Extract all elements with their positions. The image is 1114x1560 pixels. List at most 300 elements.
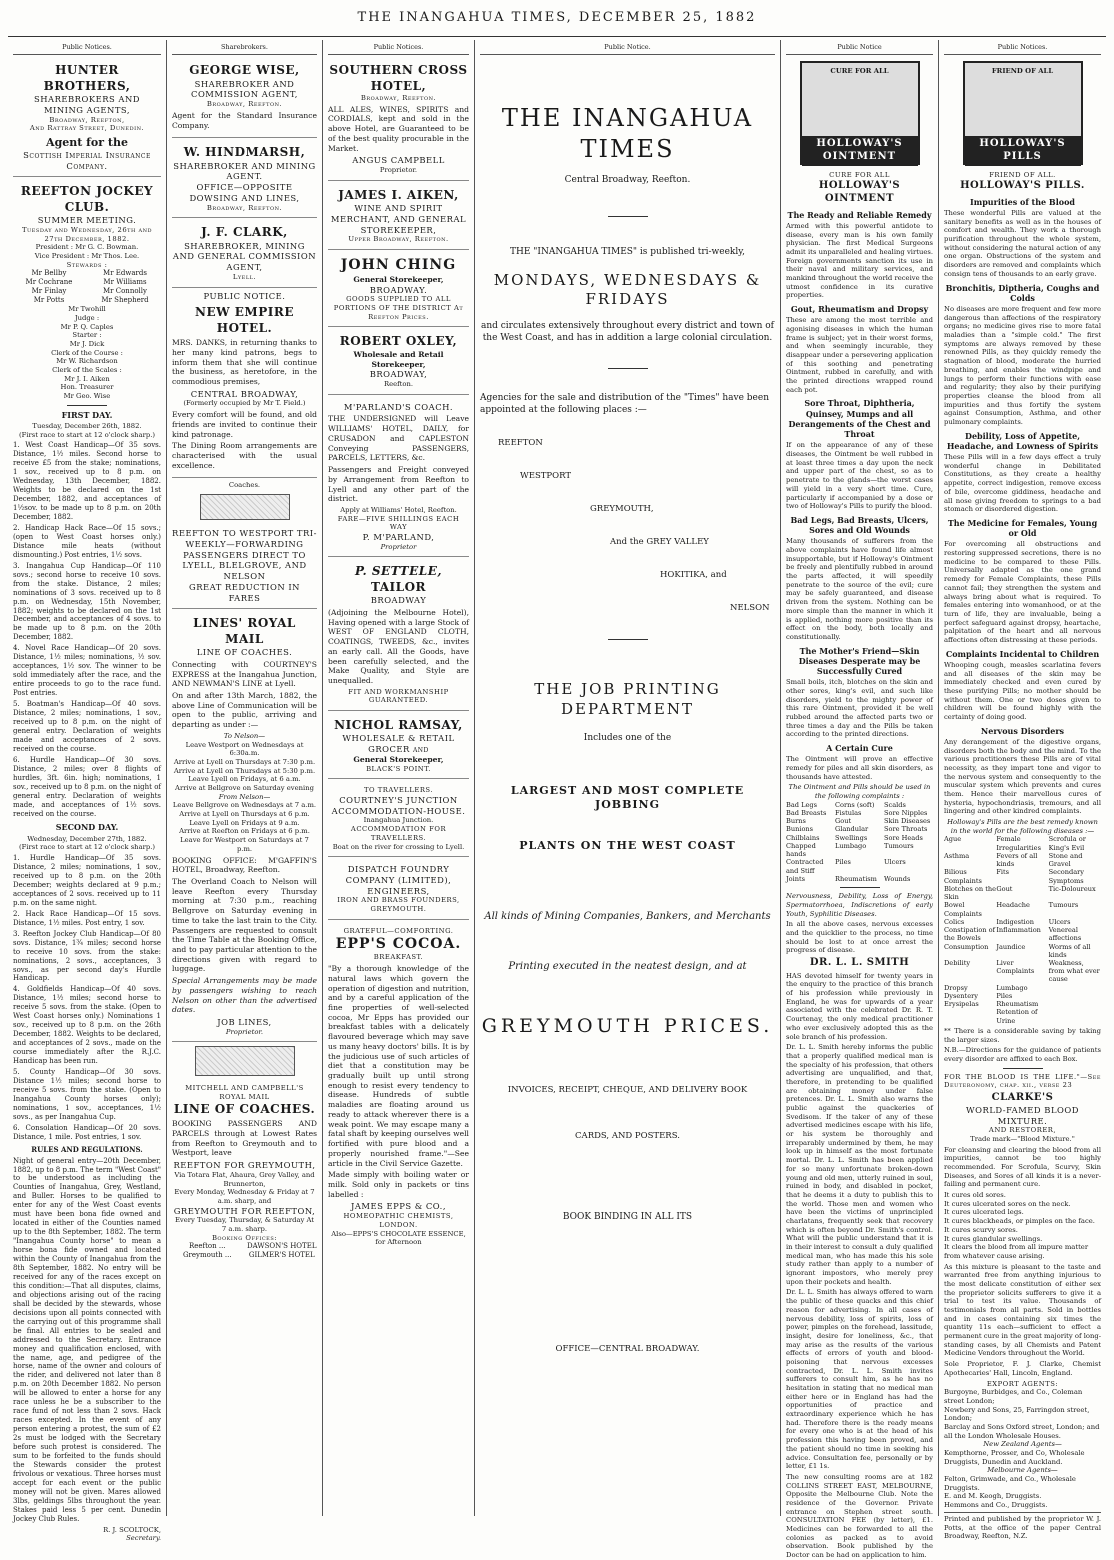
list-item: Scrofula or King's Evil xyxy=(1048,835,1086,852)
list-item: Consumption xyxy=(944,942,989,951)
printing-note: Printing executed in the neatest design, and at xyxy=(508,961,747,973)
list-item: Bunions xyxy=(786,825,814,834)
ad-title: W. HINDMARSH, xyxy=(183,145,306,160)
race-entry: 4. Novel Race Handicap—Of 20 sovs. Distance, 1½ miles; nominations, ½ sov. acceptances, 1½ sov. The winner to be sold immediately after the race, and the entire proceeds to go to the race fund. Post entries. xyxy=(13,644,161,698)
list-item: Joints xyxy=(786,874,806,883)
office-hotel: DAWSON'S HOTEL xyxy=(247,1242,317,1251)
ad-title: NICHOL RAMSAY, xyxy=(334,718,463,733)
paper-address: Central Broadway, Reefton. xyxy=(564,174,691,185)
stewards-list xyxy=(13,269,161,305)
ad-body: Apply at Williams' Hotel, Reefton. xyxy=(340,505,457,514)
agent-line: Newbery and Sons, 25, Farringdon street, London; xyxy=(944,1405,1090,1423)
list-item: Sore Throats xyxy=(884,825,928,834)
list-item: Debility xyxy=(944,958,971,967)
list-label: The Ointment and Pills should be used in the following complaints : xyxy=(788,783,931,801)
agency-place: REEFTON xyxy=(498,438,543,449)
ad-address: Broadway, Reefton. xyxy=(360,94,437,103)
timetable-line: Leave Westport on Wednesdays at 6:30a.m. xyxy=(185,740,304,758)
list-item xyxy=(1049,984,1101,992)
cure-line: It cures ulcerated legs. xyxy=(944,1208,1024,1217)
agent-line: Hemmons and Co., Druggists. xyxy=(944,1501,1048,1510)
section-heading: New Zealand Agents— xyxy=(983,1440,1062,1449)
ad-address: BROADWAY, xyxy=(369,369,428,380)
ad-subtitle: SHAREBROKER AND MINING AGENT. xyxy=(173,160,316,182)
diseases-list xyxy=(944,835,1101,1024)
list-item: Rheumatism xyxy=(996,1000,1039,1009)
list-item: Ulcers xyxy=(884,858,906,867)
list-item: Bowel Complaints xyxy=(944,901,982,918)
holloway-ointment-logo-icon xyxy=(800,61,920,165)
agency-place: GREYMOUTH, xyxy=(590,503,654,514)
list-item: Chapped hands xyxy=(786,841,816,859)
steward: Mr Connolly xyxy=(103,287,147,296)
ad-mparland-coach xyxy=(328,398,469,558)
ad-subtitle: AND RESTORER, xyxy=(988,1126,1057,1135)
ad-subtitle: ENGINEERS, xyxy=(367,885,430,896)
divider xyxy=(608,368,648,369)
steward: Mr Finlay xyxy=(31,287,67,296)
section-heading: Nervous Disorders xyxy=(980,725,1065,736)
timetable-line: Arrive at Bellgrove on Saturday evening xyxy=(175,784,314,793)
section-heading: EXPORT AGENTS: xyxy=(986,1379,1059,1388)
ad-title: NEW EMPIRE HOTEL. xyxy=(195,305,294,335)
largest-heading: LARGEST AND MOST COMPLETE JOBBING xyxy=(510,784,745,812)
agent-line: Felton, Grimwade, and Co., Wholesale Druggists. xyxy=(944,1475,1076,1492)
column-2 xyxy=(166,40,322,1516)
agency-places xyxy=(480,438,775,613)
list-item: Wounds xyxy=(884,874,911,883)
ad-body: Dr. L. L. Smith has always offered to warn the public of these quacks and this chief reason for advertising. In all cases of nervous debility, loss of spirits, loss of power, pimples on the forehead, lassitude, insight, desire for loneliness, &c., that may arise as the results of the various effects of errors of youth and blood-poisoning that nervous excesses contracted, Dr. L. L. Smith invites sufferers to consult him, as he has no hesitation in stating that no medical man either here or in England has had the opportunities of practice and extraordinary experience which he has had. Therefore there is the ready means for every one who is at the head of his profession this having been proved, and the patient should no time in seeking his advice. Consultation fee, personally or by letter, £1 1s. xyxy=(786,1288,933,1471)
ad-title: COURTNEY'S JUNCTION ACCOMMODATION-HOUSE. xyxy=(331,794,466,816)
ad-title: JAMES I. AIKEN, xyxy=(338,187,459,202)
cure-line: It cures scurvy sores. xyxy=(944,1225,1018,1234)
section-heading: The Mother's Friend—Skin Diseases Desperate may be Successfully Cured xyxy=(798,645,921,677)
list-item: Gout xyxy=(835,817,852,826)
list-item: Inflammation xyxy=(996,926,1041,935)
list-item: Tumours xyxy=(1048,901,1079,910)
ad-body: GOODS SUPPLIED TO ALL PORTIONS OF THE DISTRICT At Reefton Prices. xyxy=(333,295,464,321)
ad-body: REEFTON TO WESTPORT TRI-WEEKLY—FORWARDING PASSENGERS DIRECT TO LYELL, BLELGROVE, AND NELSON xyxy=(172,528,317,582)
ad-southern-cross-hotel xyxy=(328,59,469,180)
list-item: Worms of all kinds xyxy=(1048,942,1091,959)
ad-address: GREYMOUTH. xyxy=(370,905,427,914)
list-item: Fistulas xyxy=(835,809,862,818)
section-heading: Complaints Incidental to Children xyxy=(945,648,1100,659)
ad-body: For cleansing and clearing the blood from all impurities, cannot be too highly recommended. For Scrofula, Scurvy, Skin Diseases, and Sores of all kinds it is a never-failing and permanent cure. xyxy=(944,1145,1101,1189)
ad-body: Many thousands of sufferers from the above complaints have found life almost insupportable, but if Holloway's Ointment be freely and plentifully rubbed in around the parts affected, it will speedily penetrate to the source of the evil; cure may be safely guaranteed, and disease driven from the system. Nothing can be more simple than the manner in which it is applied, nothing more positive than its effect on the body, both locally and constitutionally. xyxy=(786,537,933,641)
list-item: Contracted and Stiff xyxy=(786,858,824,875)
notice-heading: PUBLIC NOTICE. xyxy=(203,290,286,301)
ad-lines-royal-mail xyxy=(172,612,317,1042)
ad-body: Armed with this powerful antidote to disease, every man is his own family physician. The first Medical Surgeons admit its unparalleled and healing virtues. Foreign governments sanction its use in their naval and military services, and mankind throughout the world receive the utmost confidence in its curative properties. xyxy=(786,221,933,300)
divider xyxy=(608,639,648,640)
ad-address: BROADWAY xyxy=(370,595,427,606)
section-heading: Melbourne Agents— xyxy=(987,1466,1058,1475)
ad-subtitle: GREAT REDUCTION IN FARES xyxy=(189,581,300,603)
ad-epps-cocoa xyxy=(328,923,469,1252)
ad-george-wise xyxy=(172,59,317,138)
ad-body: Agent for the Standard Insurance Company. xyxy=(172,110,317,130)
ad-body: If on the appearance of any of these diseases, the Ointment be well rubbed in at least three times a day upon the neck and upper part of the chest, so as to penetrate to the glands—the worst cases will yield in a very short time. Cure, particularly if accompanied by a dose or two of Holloway's Pills to purify the blood. xyxy=(786,441,933,511)
logo-banner: FRIEND OF ALL xyxy=(991,67,1054,76)
ad-robert-oxley xyxy=(328,330,469,394)
column-heading: Public Notices. xyxy=(328,40,469,55)
plants-heading: PLANTS ON THE WEST COAST xyxy=(519,838,736,852)
route-time: Every Monday, Wednesday & Friday at 7 a.m. sharp, and xyxy=(174,1188,315,1205)
ad-guarantee: FIT AND WORKMANSHIP GUARANTEED. xyxy=(348,687,449,705)
ad-body: Small boils, itch, blotches on the skin and other sores, king's evil, and such like disorders, yield to the mighty power of this rare Ointment, provided it be well rubbed around the affected parts two or three times a day and the Pills be taken according to the printed directions. xyxy=(786,678,933,739)
ad-hunter-brothers xyxy=(13,59,161,177)
ad-courtneys-junction xyxy=(328,782,469,857)
list-item: Asthma xyxy=(944,851,970,860)
ad-signature: P. M'PARLAND, xyxy=(362,532,435,542)
ad-address: Broadway, Reefton. xyxy=(206,203,283,212)
ad-title: DR. L. L. SMITH xyxy=(809,956,910,968)
ad-signature-role: HOMEOPATHIC CHEMISTS, xyxy=(343,1212,454,1221)
officials-list xyxy=(13,305,161,401)
list-item: Liver Complaints xyxy=(996,958,1035,976)
timetable-line: Leave for Westport on Saturdays at 7 p.m. xyxy=(180,836,309,853)
start-time: (First race to start at 12 o'clock sharp.) xyxy=(18,843,156,852)
ad-body: "By a thorough knowledge of the natural laws which govern the operation of digestion and nutrition, and by a careful application of the fine properties of well-selected cocoa, Mr Epps has provided our breakfast tables with a delicately flavoured beverage which may save us many heavy doctors' bills. It is by the judicious use of such articles of diet that a constitution may be gradually built up until strong enough to resist every tendency to disease. Hundreds of subtle maladies are floating around us ready to attack wherever there is a weak point. We may escape many a fatal shaft by keeping ourselves well fortified with pure blood and a properly nourished frame."—See article in the Civil Service Gazette. xyxy=(328,964,469,1168)
ad-note: ** There is a considerable saving by taking the larger sizes. xyxy=(944,1026,1101,1044)
list-item: Headache xyxy=(996,901,1030,910)
route-time: Every Tuesday, Thursday, & Saturday At 7 a.m. sharp. xyxy=(174,1216,315,1233)
ad-subtitle: SHAREBROKERS AND MINING AGENTS, xyxy=(33,94,140,115)
list-item: Bad Legs xyxy=(786,800,817,809)
ad-new-empire-hotel xyxy=(172,301,317,478)
ad-body: The new consulting rooms are at 182 COLLINS STREET EAST, MELBOURNE, Opposite the Melbourne Club. Note the residence of the Governor. Private entrance on Stephen street south. CONSULTATION FEE (by letter), £1. Medicines can be forwarded to all the colonies as packed as to avoid observation. Book published by the Doctor can be had on application to him. xyxy=(786,1472,933,1560)
list-item: Dropsy xyxy=(944,983,968,992)
ad-subtitle: General Storekeeper, xyxy=(353,274,444,284)
route: GREYMOUTH FOR REEFTON, xyxy=(173,1205,316,1216)
race-entry: 2. Handicap Hack Race—Of 15 sovs.; (open to West Coast horses only.) Distance mile heats (without dismounting.) Post entries, 1½ sovs. xyxy=(13,523,161,559)
list-item: Glandular xyxy=(835,825,869,834)
ad-address: BLACK'S POINT. xyxy=(366,764,431,773)
top-rule xyxy=(8,36,1106,37)
column-heading: Public Notice xyxy=(786,40,933,55)
ad-title: P. SETTELE, xyxy=(354,564,443,579)
prices-heading: GREYMOUTH PRICES. xyxy=(481,1015,774,1038)
logo-label: HOLLOWAY'S PILLS xyxy=(965,136,1081,166)
cure-line: It cures glandular swellings. xyxy=(944,1234,1043,1243)
section-heading: Sore Throat, Diphtheria, Quinsey, Mumps and all Derangements of the Chest and Throat xyxy=(788,398,931,440)
list-item xyxy=(1049,1000,1101,1008)
section-heading: A Certain Cure xyxy=(826,743,893,754)
ad-address: Upper Broadway, Reefton. xyxy=(348,235,449,244)
route-via: Via Totara Flat, Ahaura, Grey Valley, and Brunnerton, xyxy=(174,1170,315,1188)
timetable-label: To Nelson— xyxy=(223,731,266,740)
ad-address: Lyell. xyxy=(232,272,257,281)
ad-mitchell-campbell xyxy=(172,1080,317,1265)
ad-address: Broadway, Reefton. xyxy=(206,100,283,109)
agent-line: Burgoyne, Burbidges, and Co., Coleman street London; xyxy=(944,1388,1083,1405)
official: Mr J. Dick xyxy=(69,339,105,348)
ad-title: HOLLOWAY'S OINTMENT xyxy=(818,180,901,204)
ad-quote: FOR THE BLOOD IS THE LIFE."—See Deuteronomy, chap. xii., verse 23 xyxy=(944,1072,1101,1090)
ad-body: These Pills will in a few days effect a truly wonderful change in Debilitated Constitutions, as they create a healthy appetite, correct indigestion, remove excess of bile, overcome giddiness, headache and all nose giving freedom to springs to a bad stomach or disordered digestion. xyxy=(944,453,1101,514)
ad-body: Connecting with COURTNEY'S EXPRESS at the Inangahua Junction, AND NEWMAN'S LINE at Lyell. xyxy=(172,659,317,689)
timetable-line: Arrive at Lyell on Thursdays at 7:30 p.m. xyxy=(173,757,316,766)
ad-body: Nervousness, Debility, Loss of Energy, Spermatorrhoea, Indiscretions of early Youth, Syphilitic Diseases. xyxy=(786,892,933,918)
ad-john-ching xyxy=(328,253,469,327)
steward: Mr Potts xyxy=(33,296,65,305)
imprint: Printed and published by the proprietor W. J. Potts, at the office of the paper Central Broadway, Reefton, N.Z. xyxy=(944,1512,1101,1541)
list-item: Tumours xyxy=(884,841,914,850)
ad-title: ROBERT OXLEY, xyxy=(339,334,458,349)
ad-subtitle: General Storekeeper, xyxy=(353,754,444,764)
ad-note: N.B.—Directions for the guidance of patients every disorder are affixed to each Box. xyxy=(944,1046,1101,1063)
list-item: Bad Breasts xyxy=(786,809,827,818)
list-item: Secondary Symptoms xyxy=(1048,868,1085,885)
ad-body: WHOLESALE & RETAIL GROCER and xyxy=(342,733,455,755)
race-entry: 4. Goldfields Handicap—Of 40 sovs. Distance, 1½ miles; second horse to receive 5 sovs. from the stake. (Open to West Coast horses only.) Nominations 1 sov., received up to 8 p.m. on the 26th December, 1882. Weights to be declared, and acceptances of 2 sovs., made on the course immediately after the R.J.C. Handicap has been run. xyxy=(13,985,161,1066)
steward: Mr Williams xyxy=(103,278,147,287)
ad-title: EPP'S COCOA. xyxy=(335,935,462,952)
office-town: Greymouth ... xyxy=(182,1251,232,1260)
list-item: Tic-Doloureux xyxy=(1048,884,1096,893)
steward: Mr Bellby xyxy=(31,269,67,278)
column-3 xyxy=(322,40,474,1516)
column-heading: Public Notices. xyxy=(13,40,161,55)
logo-caption: CURE FOR ALL xyxy=(829,171,890,180)
ad-title: LINE OF COACHES. xyxy=(173,1101,316,1116)
meeting-dates: Tuesday and Wednesday, 26th and 27th December, 1882. xyxy=(22,225,152,243)
section-heading: The Medicine for Females, Young or Old xyxy=(947,517,1098,539)
ad-body: Made simply with boiling water or milk. Sold only in packets or tins labelled : xyxy=(328,1170,469,1199)
logo-banner: CURE FOR ALL xyxy=(830,67,889,76)
list-item: Chilblains xyxy=(786,833,820,842)
timetable-line: Arrive at Lyell on Thursdays at 6 p.m. xyxy=(179,810,310,819)
ad-body: As this mixture is pleasant to the taste and warranted free from anything injurious to the most delicate constitution of either sex the proprietor solicits sufferers to give it a trial to test its value. Thousands of testimonials from all parts. Sold in bottles and in cases containing six times the quantity 11s each—sufficient to effect a permanent cure in the great majority of long-standing cases, by all Chemists and Patent Medicine Vendors throughout the World. xyxy=(944,1262,1101,1358)
circulation-note: and circulates extensively throughout every district and town of the West Coast, and has in addition a large colonial circulation. xyxy=(480,321,775,343)
ad-subtitle: SHAREBROKER, MINING AND GENERAL COMMISSION AGENT, xyxy=(172,240,317,273)
ad-title: LINES' ROYAL MAIL xyxy=(193,616,296,646)
publication-note: THE "INANGAHUA TIMES" is published tri-weekly, xyxy=(509,247,745,258)
agent-line: E. and M. Keogh, Druggists. xyxy=(944,1492,1042,1501)
ad-hindmarsh xyxy=(172,141,317,218)
column-4 xyxy=(474,40,780,1516)
ad-james-aiken xyxy=(328,184,469,250)
ad-town: Reefton. xyxy=(383,380,414,389)
column-heading: Public Notices. xyxy=(944,40,1101,55)
ad-subtitle: SUMMER MEETING. xyxy=(37,215,137,226)
complaints-list xyxy=(786,801,933,883)
ad-subtitle: BREAKFAST. xyxy=(373,953,424,962)
list-item xyxy=(1049,992,1101,1000)
president: President : Mr G. C. Bowman. xyxy=(35,243,139,252)
office-town: Reefton ... xyxy=(188,1242,226,1251)
list-item: Sore Nipples xyxy=(884,809,928,818)
ad-title: J. F. CLARK, xyxy=(201,225,288,240)
ad-subtitle: LINE OF COACHES. xyxy=(196,647,293,658)
timetable-line: Arrive at Lyell on Thursdays at 5:30 p.m. xyxy=(173,766,316,775)
ad-jockey-club xyxy=(13,180,161,1548)
timetable-label: From Nelson— xyxy=(218,792,271,801)
ad-body: Dr. L. L. Smith hereby informs the public that a properly qualified medical man is the specialty of his profession, that others advertising are unqualified, and that, therefore, in pretending to be qualified are obtaining money under false pretences. Dr. L. L. Smith also warns the public against the quackeries of Svedisom. If the taker of any of these advertised medicines escape with his life, or his system be thoroughly and irreparably undermined by them, he may look up in himself as the most fortunate mortal. Dr. L. L. Smith has been applied for so many unfortunate broken-down young and old men, utterly ruined in soul, ruined in body, and disabled in pocket, that he deems it a duty to publish this to the world. Those men and women who have been the victims of unprincipled charlatans, frequently seek that recovery which is often beyond Dr. Smith's control. What will the public understand that it is in their interest to consult a duly qualified medical man, who has made this his sole study rather than apply to a number of ignorant impostors, who merely prey upon their pockets and health. xyxy=(786,1043,933,1286)
timetable-line: Arrive at Reefton on Fridays at 6 p.m. xyxy=(179,827,310,836)
section-heading: Gout, Rheumatism and Dropsy xyxy=(790,304,929,315)
ad-body: No diseases are more frequent and few more dangerous than affections of the respiratory organs; no medicine gives rise to more fatal maladies than a "simple cold." The first symptoms are always removed by these renowned Pills, as they quickly remedy the stagnation of blood, moderate the hurried breathing, and enables the windpipe and lungs to perform their functions with ease and regularity; they also by their purifying properties cleanse the blood from all impurities and thus fortify the system against Consumption, Asthma, and other pulmonary complaints. xyxy=(944,305,1101,426)
race-entry: 5. County Handicap—Of 30 sovs. Distance 1½ miles; second horse to receive 5 sovs. from the stake. (Open to Inangahua County horses only); nominations, 1 sov., acceptances, 1½ sovs., as per Inangahua Cup. xyxy=(13,1067,161,1121)
ad-subtitle: TAILOR xyxy=(370,579,427,594)
list-item: Weakness, from what ever cause xyxy=(1048,958,1100,984)
column-heading: Public Notice. xyxy=(480,40,775,55)
ad-body: Every comfort will be found, and old friends are invited to continue their kind patronage. xyxy=(172,410,317,439)
ad-body: BOOKING PASSENGERS AND PARCELS through at Lowest Rates from Reefton to Greymouth and to Westport, leave xyxy=(172,1119,317,1158)
coach-engraving-icon xyxy=(195,1046,295,1076)
column-1 xyxy=(8,40,166,1543)
section-heading: The Ready and Reliable Remedy xyxy=(787,209,932,220)
section-label: Coaches. xyxy=(228,481,261,490)
ad-body: Boat on the river for crossing to Lyell. xyxy=(332,842,465,851)
list-item: Burns xyxy=(786,817,806,826)
rules-label: RULES AND REGULATIONS. xyxy=(31,1144,143,1154)
cure-line: It cures blackheads, or pimples on the face. xyxy=(944,1217,1095,1226)
agent-line: Barclay and Sons Oxford street, London; and all the London Wholesale Houses. xyxy=(944,1422,1100,1440)
day-date: Wednesday, December 27th, 1882. xyxy=(27,834,147,843)
list-item: Jaundice xyxy=(996,942,1026,951)
ad-address: Broadway, Reefton, xyxy=(49,115,125,124)
route: REEFTON FOR GREYMOUTH, xyxy=(173,1160,316,1171)
booking-offices-label: Booking Offices: xyxy=(211,1233,278,1242)
ad-body: THE UNDERSIGNED will Leave WILLIAMS' HOTEL, DAILY, for CRUSADON and CAPLESTON Conveying PASSENGERS, PARCELS, LETTERS, &c. xyxy=(328,414,469,463)
column-5 xyxy=(780,40,938,1560)
ad-body: In all the above cases, nervous excesses and the quicklier to the process, no time should be lost to at once arrest the progress of disease. xyxy=(786,920,933,955)
ad-body: WINE AND SPIRIT MERCHANT, AND GENERAL STOREKEEPER, xyxy=(330,203,467,235)
list-item: Lumbago xyxy=(835,841,867,850)
ad-subtitle: Wholesale and Retail Storekeeper, xyxy=(353,349,444,369)
steward: Mr Cochrane xyxy=(25,278,73,287)
ad-dispatch-foundry xyxy=(328,860,469,920)
ad-fare: FARE—FIVE SHILLINGS EACH WAY xyxy=(337,514,460,532)
list-item: Indigestion xyxy=(996,917,1034,926)
stewards-label: Stewards : xyxy=(66,260,108,269)
logo-label: HOLLOWAY'S OINTMENT xyxy=(802,136,918,166)
day-label: FIRST DAY. xyxy=(61,409,113,420)
includes-note: Includes one of the xyxy=(583,732,672,743)
column-6 xyxy=(938,40,1106,1541)
agency-place: NELSON xyxy=(730,602,770,613)
official: Mr J. I. Aiken xyxy=(64,374,110,383)
list-item: Scalds xyxy=(884,800,906,809)
ad-address: BROADWAY. xyxy=(369,284,428,295)
ad-body: Passengers and Freight conveyed by Arrangement from Reefton to Lyell and any other part of the district. xyxy=(328,465,469,504)
ad-signature: ANGUS CAMPBELL xyxy=(352,155,445,166)
ad-body: ACCOMMODATION FOR TRAVELLERS. xyxy=(350,825,447,842)
binding-note: BOOK BINDING IN ALL ITS xyxy=(562,1212,693,1223)
signature: R. J. SCOLTOCK, xyxy=(103,1525,161,1534)
list-item: Gout xyxy=(996,884,1013,893)
signature-role: Secretary. xyxy=(126,1534,161,1543)
list-item: Corns (soft) xyxy=(835,800,875,809)
ad-body: (Adjoining the Melbourne Hotel), Having opened with a large Stock of WEST OF ENGLAND CLOTH, COATINGS, TWEEDS, &c., invites an early call. All the Goods, have been carefully selected, and the Make Quality, and Style are unequalled. xyxy=(328,607,469,685)
race-entry: 1. Hurdle Handicap—Of 35 sovs. Distance, 2 miles; nominations, 1 sov., received up to 8 p.m. on the 20th December; weights declared at 9 p.m.; acceptances of 2 sovs. received up to 11 p.m. on the same night. xyxy=(13,854,161,907)
booking-office xyxy=(172,1242,317,1251)
divider xyxy=(67,405,107,406)
ad-address: Inangahua Junction. xyxy=(363,816,434,825)
cards-note: CARDS, AND POSTERS. xyxy=(575,1131,680,1142)
day-label: SECOND DAY. xyxy=(55,822,119,833)
list-item: Skin Diseases xyxy=(884,817,931,826)
official: Hon. Treasurer xyxy=(60,383,114,392)
timetable-line: Leave Lyell on Fridays at 9 a.m. xyxy=(189,818,300,827)
kinds-note: All kinds of Mining Companies, Bankers, and Merchants xyxy=(484,910,771,922)
agency-place: WESTPORT xyxy=(520,471,572,482)
day-date: Tuesday, December 26th, 1882. xyxy=(32,422,142,430)
ad-clark xyxy=(172,221,317,287)
vice-president: Vice President : Mr Thos. Lee. xyxy=(34,252,140,261)
list-item: Fits xyxy=(996,868,1010,877)
agency-place: HOKITIKA, and xyxy=(660,569,727,580)
agency-place: And the GREY VALLEY xyxy=(610,536,709,547)
ad-title: GEORGE WISE, xyxy=(189,63,300,78)
ad-body: Sole Proprietor, F. J. Clarke, Chemist Apothecaries' Hall, Lincoln, England. xyxy=(944,1360,1101,1377)
publication-days: MONDAYS, WEDNESDAYS & FRIDAYS xyxy=(493,270,762,308)
timetable-line: Leave Bellgrove on Wednesdays at 7 a.m. xyxy=(172,801,317,810)
ad-subtitle: MITCHELL AND CAMPBELL'S ROYAL MAIL xyxy=(185,1084,304,1102)
ad-title: M'PARLAND'S COACH. xyxy=(343,401,454,412)
list-item: Erysipelas xyxy=(944,1000,979,1009)
column-heading: Sharebrokers. xyxy=(172,40,317,55)
ad-westport-coach xyxy=(172,524,317,609)
section-heading: Debility, Loss of Appetite, Headache, and Lowness of Spirits xyxy=(946,430,1099,451)
ad-subtitle: SHAREBROKER AND COMMISSION AGENT, xyxy=(191,78,298,100)
ad-body: For overcoming all obstructions and restoring suppressed secretions, there is no medicine to be compared to these Pills. Universally adapted as the one grand remedy for Female Complaints, these Pills cannot fail; they strengthen the system and always bring about what is required. To females entering into womanhood, or at the turn of life, they are invaluable, being a perfect safeguard against dropsy, heartache, palpitation of the heart and all nervous affections often distressing at these periods. xyxy=(944,540,1101,644)
coach-engraving-icon xyxy=(200,494,290,520)
race-entry: 6. Hurdle Handicap—Of 30 sovs. Distance, 2 miles; over 8 flights of hurdles, 3ft. 6in. high; nominations, 1 sov., received up to 8 p.m. on the night of general entry. Declaration of weights made, and acceptances of 1½ sovs. received on the course. xyxy=(13,755,161,818)
list-item xyxy=(944,1008,996,1024)
ad-company: Scottish Imperial Insurance Company. xyxy=(23,149,151,171)
list-item: Bilious Complaints xyxy=(944,868,982,885)
ad-body: HAS devoted himself for twenty years in the enquiry to the practice of this branch of his profession while previously in England, he was for upwards of a year associated with the celebrated Dr. R. T. Courtenay, the only medical practitioner who ever exclusively adopted this as the sole branch of his profession. xyxy=(786,971,933,1041)
list-item: Colics xyxy=(944,917,965,926)
list-item: Piles xyxy=(996,991,1013,1000)
ad-agent: Agent for the xyxy=(46,135,128,149)
ad-body: ALL ALES, WINES, SPIRITS and CORDIALS, kept and sold in the above Hotel, are Guaranteed to be of the best quality procurable in the Market. xyxy=(328,104,469,153)
trade-mark: Trade mark—"Blood Mixture." xyxy=(970,1134,1075,1143)
rules-text: Night of general entry—20th December, 1882, up to 8 p.m. The term "West Coast" to be understood as including the Counties of Inangahua, Grey, Westland, and Buller. Horses to be qualified to enter for any of the West Coast events must have been bona fide owned and located in either of the Counties named up to the 8th September, 1882. The term "Inangahua County horse" to mean a horse bona fide owned and located within the County of Inangahua from the 8th September, 1882. No entry will be received for any of the races except on this condition:—That all disputes, claims, and objections arising out of the racing shall be decided by the stewards, whose decisions upon all points connected with the carrying out of this programme shall be final. All entries to be sealed and addressed to the Secretary. Entrance money and qualification enclosed, with the name, age, and pedigree of the horse, name of the owner and colours of the rider, and delivered not later than 8 p.m. on 20th December 1882. No person will be allowed to enter a horse for any race unless he be a subscriber to the race fund of not less than 2 sovs. Hack races excepted. In the event of any person entering a protest, the sum of £2 2s must be lodged with the Secretary before such protest is considered. The sum to be forfeited to the funds should the Stewards consider the protest frivolous or vexatious. Three horses must accept for each event or the public money will not be given. Mares allowed 3lbs, geldings 5lbs throughout the year. Stakes paid less 5 per cent. Dunedin Jockey Club Rules. xyxy=(13,1156,161,1523)
section-heading: Bronchitis, Diptheria, Coughs and Colds xyxy=(945,282,1100,303)
list-item: Swellings xyxy=(835,833,868,842)
race-entry: 2. Hack Race Handicap—Of 15 sovs. Distance, 1½ miles. Post entry, 1 sov. xyxy=(13,909,161,927)
ad-title: JOHN CHING xyxy=(340,257,457,274)
agent-line: Kempthorne, Prosser, and Co, Wholesale Druggists, Dunedin and Auckland. xyxy=(944,1449,1085,1466)
list-item: Venereal affections xyxy=(1048,926,1082,943)
list-item: Constipation of the Bowels xyxy=(944,926,996,943)
logo-caption: FRIEND OF ALL. xyxy=(989,171,1056,180)
cure-line: It clears the blood from all impure matter from whatever cause arising. xyxy=(944,1243,1089,1260)
official: Clerk of the Course : xyxy=(51,348,123,357)
ad-heading: GRATEFUL—COMFORTING. xyxy=(343,926,454,935)
official: Mr Geo. Wise xyxy=(63,392,111,401)
agencies-note: Agencies for the sale and distribution of the "Times" have been appointed at the following places :— xyxy=(480,393,769,415)
ad-body: Also—EPPS'S CHOCOLATE ESSENCE, for Afternoon xyxy=(331,1229,466,1247)
ad-address: LONDON. xyxy=(379,1220,418,1229)
job-printing-heading: THE JOB PRINTING DEPARTMENT xyxy=(534,680,721,718)
ad-title: SOUTHERN CROSS HOTEL, xyxy=(329,63,468,93)
ad-subtitle: WORLD-FAMED BLOOD MIXTURE. xyxy=(966,1104,1079,1126)
timetable-line: Leave Lyell on Fridays, at 6 a.m. xyxy=(188,775,301,784)
ad-body: The Dining Room arrangements are characterised with the usual excellence. xyxy=(172,441,317,470)
ad-title: REEFTON JOCKEY CLUB. xyxy=(20,184,154,214)
ad-nichol-ramsay xyxy=(328,714,469,779)
ad-title: DISPATCH FOUNDRY COMPANY (LIMITED), xyxy=(345,864,452,885)
steward: Mr Shepherd xyxy=(101,296,149,305)
ad-subtitle: IRON AND BRASS FOUNDERS, xyxy=(337,896,460,905)
list-item: Piles xyxy=(835,858,851,867)
race-entry: 1. West Coast Handicap—Of 35 sovs. Distance, 1½ miles. Second horse to receive £5 from the stake; nominations, 1 sov., received up to 8 p.m. on Wednesday, 13th December, 1882. Weights to be declared on the 1st December, 1882, and acceptances of 1½sov. to be made up to 8 p.m. on 20th December, 1882. xyxy=(13,441,161,521)
